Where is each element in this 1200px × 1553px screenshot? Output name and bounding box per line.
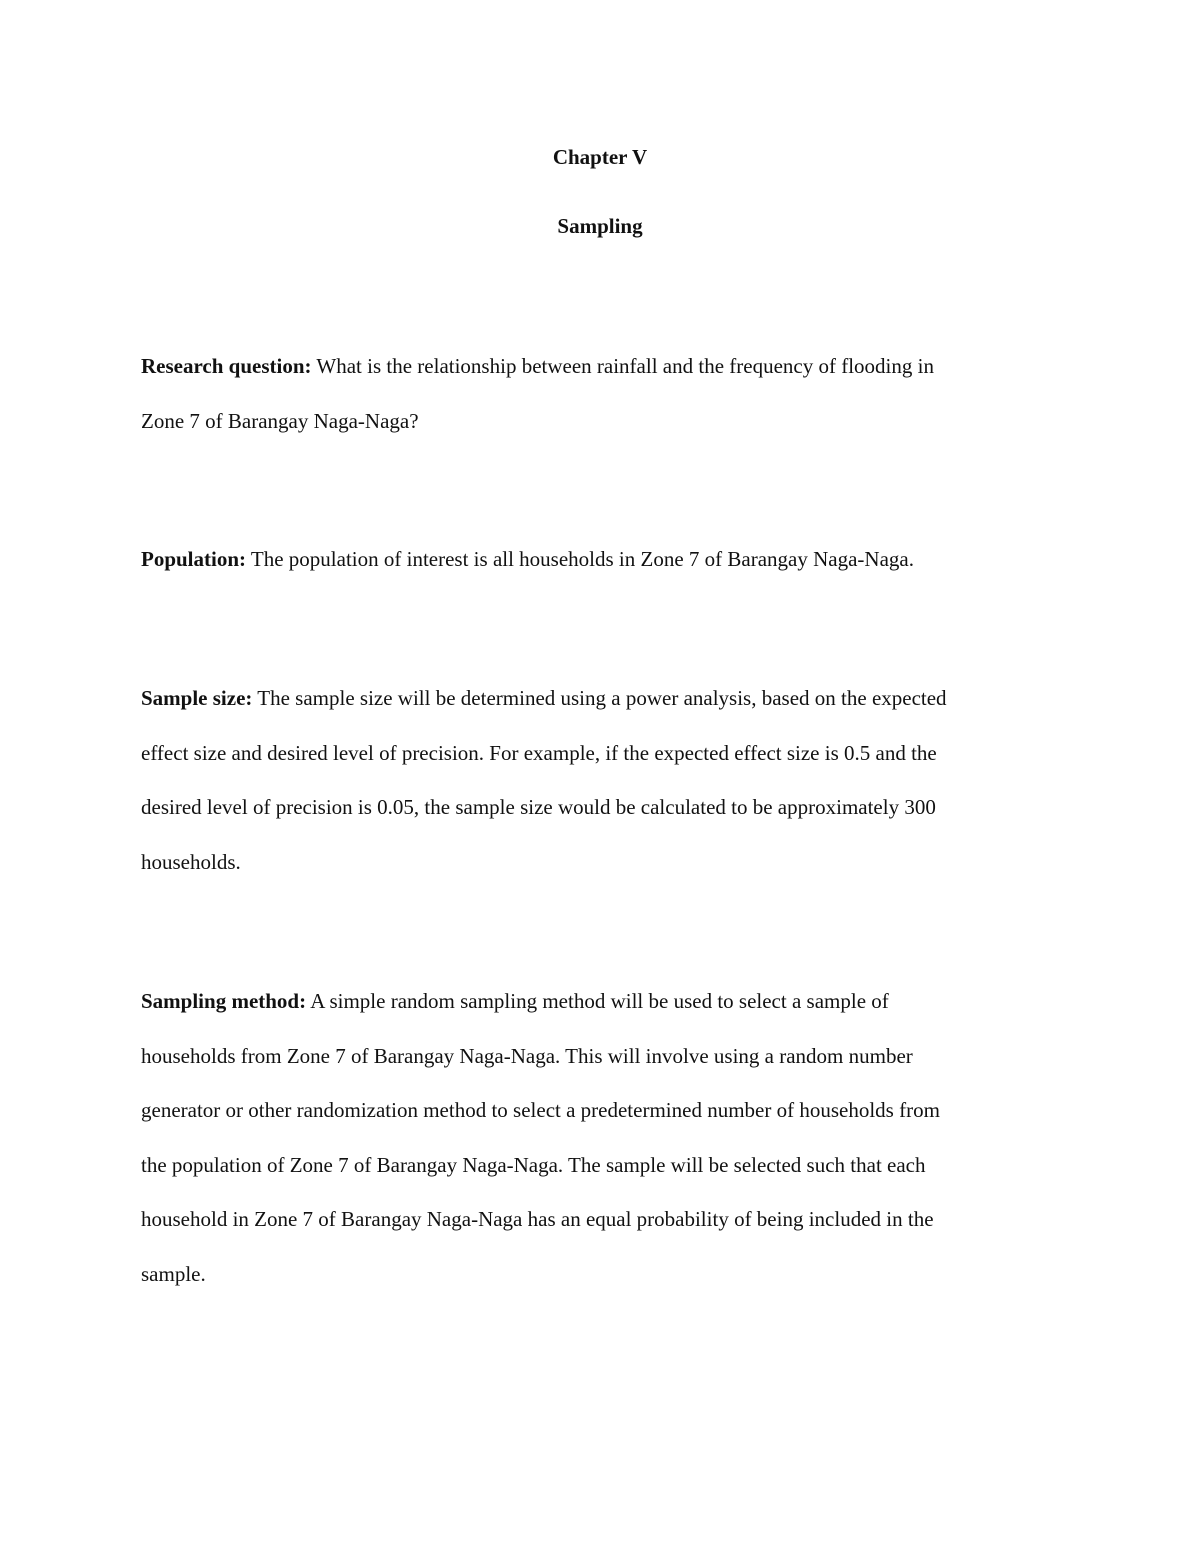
research-question-line: Zone 7 of Barangay Naga-Naga? bbox=[141, 408, 419, 433]
sample-size-label: Sample size: bbox=[141, 686, 253, 710]
sampling-method-label: Sampling method: bbox=[141, 989, 307, 1013]
sample-size-line: The sample size will be determined using a power analysis, based on the expected bbox=[257, 686, 947, 710]
sample-size-paragraph bbox=[141, 671, 1046, 889]
sample-size-line: households. bbox=[141, 849, 241, 874]
sampling-method-paragraph bbox=[141, 974, 1046, 1301]
research-question-label: Research question: bbox=[141, 354, 312, 378]
chapter-title: Chapter V bbox=[552, 145, 648, 169]
sampling-method-line: A simple random sampling method will be used to select a sample of bbox=[310, 989, 889, 1013]
sampling-method-line: generator or other randomization method to select a predetermined number of households from bbox=[141, 1098, 940, 1122]
population-label: Population: bbox=[141, 547, 247, 571]
research-question-paragraph bbox=[141, 339, 1046, 448]
population-line: The population of interest is all households in Zone 7 of Barangay Naga-Naga. bbox=[250, 547, 914, 571]
sampling-method-line: the population of Zone 7 of Barangay Naga-Naga. The sample will be selected such that each bbox=[141, 1152, 926, 1177]
section-title: Sampling bbox=[557, 214, 643, 238]
research-question-line: What is the relationship between rainfall and the frequency of flooding in bbox=[316, 354, 934, 378]
sample-size-line: effect size and desired level of precision. For example, if the expected effect size is 0.5 and the bbox=[141, 740, 937, 765]
sampling-method-line: households from Zone 7 of Barangay Naga-Naga. This will involve using a random number bbox=[141, 1043, 913, 1068]
population-paragraph bbox=[141, 532, 1046, 587]
sampling-method-line: household in Zone 7 of Barangay Naga-Naga has an equal probability of being included in the bbox=[141, 1207, 934, 1231]
sample-size-line: desired level of precision is 0.05, the sample size would be calculated to be approximately 300 bbox=[141, 795, 936, 819]
sampling-method-line: sample. bbox=[141, 1261, 206, 1286]
